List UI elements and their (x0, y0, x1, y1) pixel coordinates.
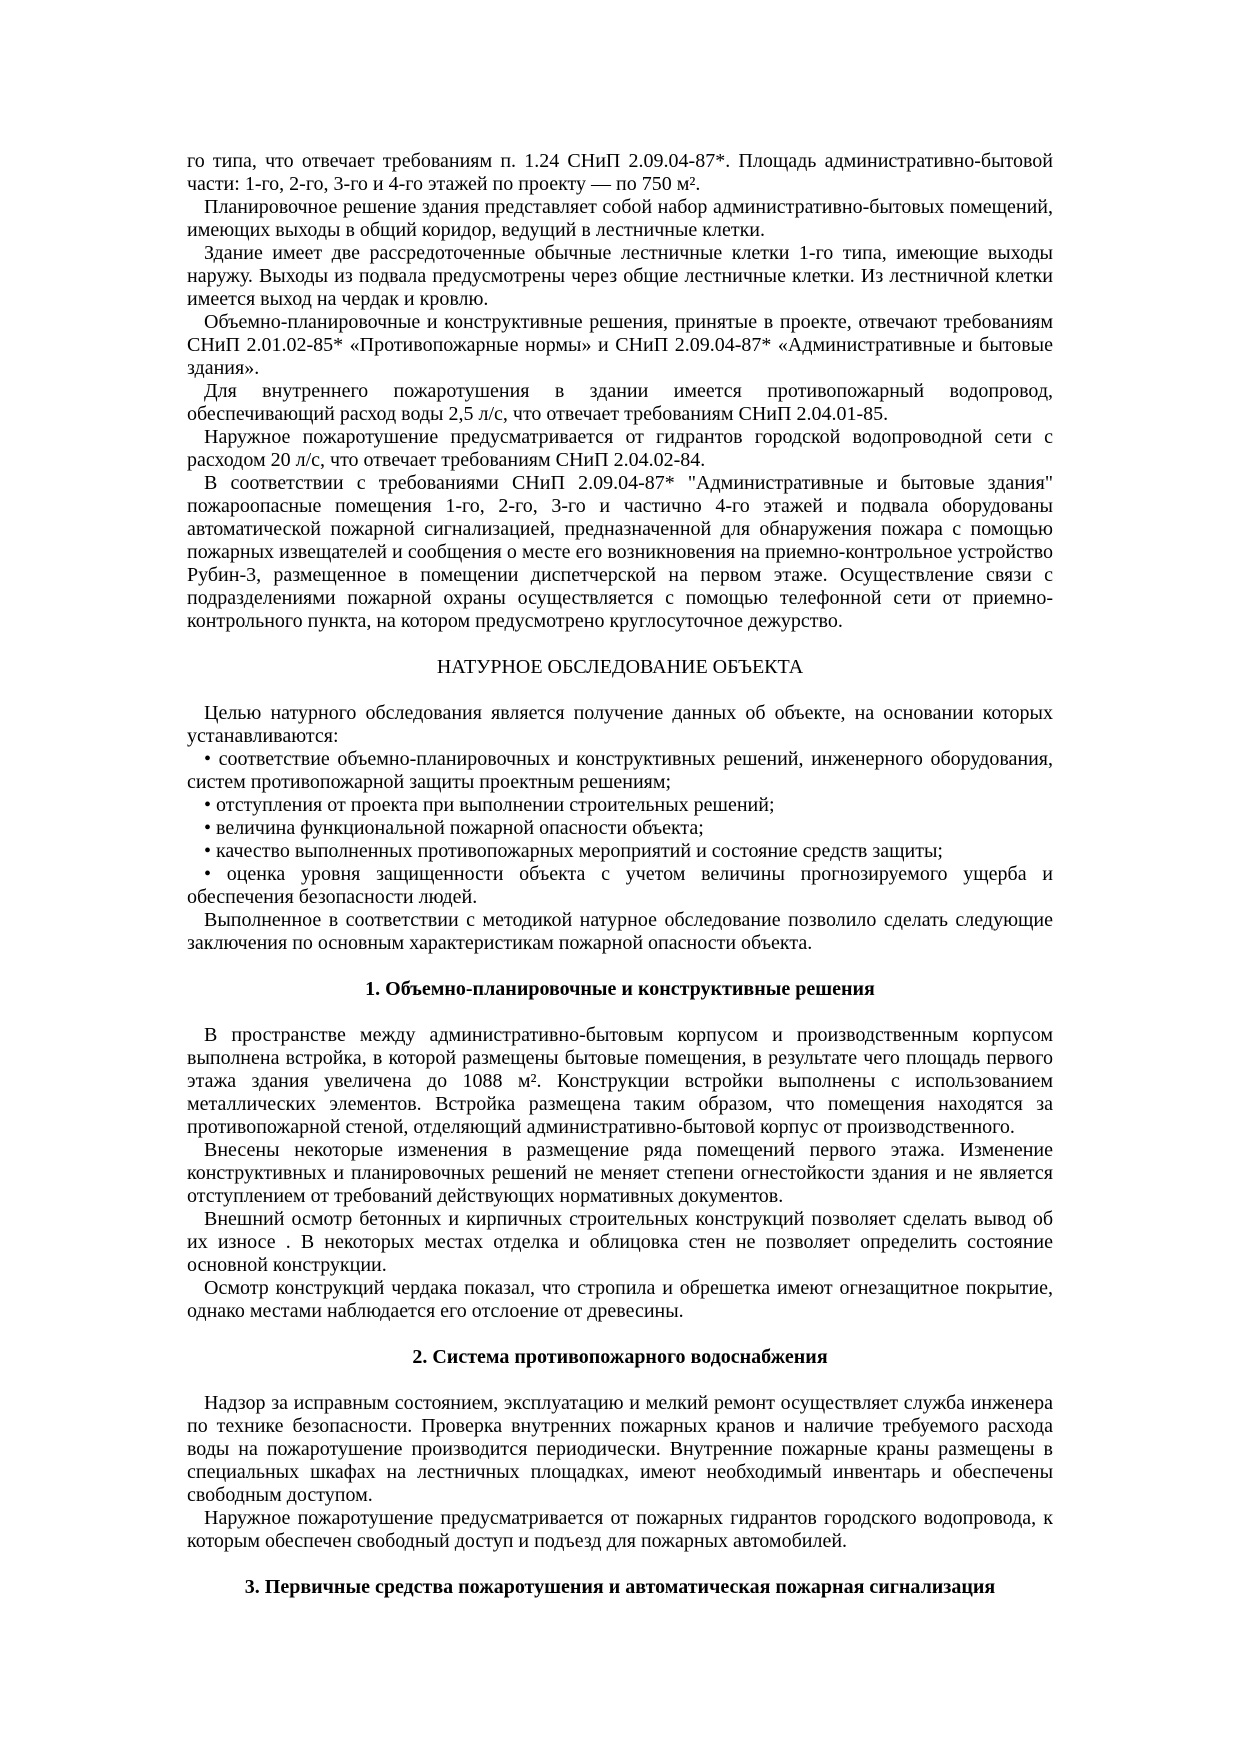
section-heading: 1. Объемно-планировочные и конструктивные решения (365, 978, 875, 1000)
paragraph: Надзор за исправным состоянием, эксплуатацию и мелкий ремонт осуществляет служба инженера по технике безопасности. Проверка внутренних пожарных кранов и наличие требуемого расхода воды на пожаротушение производится периодически. Внутренние пожарные краны размещены в специальных шкафах на лестничных площадках, имеют необходимый инвентарь и обеспечены свободным доступом. (187, 1392, 1053, 1506)
bullet-item: • величина функциональной пожарной опасности объекта; (204, 817, 704, 839)
paragraph: В соответствии с требованиями СНиП 2.09.04-87* "Административные и бытовые здания" пожароопасные помещения 1-го, 2-го, 3-го и частично 4-го этажей и подвала оборудованы автоматической пожарной сигнализацией, предназначенной для обнаружения пожара с помощью пожарных извещателей и сообщения о месте его возникновения на приемно-контрольное устройство Рубин-3, размещенное в помещении диспетчерской на первом этаже. Осуществление связи с подразделениями пожарной охраны осуществляется с помощью телефонной сети от приемно-контрольного пункта, на котором предусмотрено круглосуточное дежурство. (187, 472, 1053, 632)
bullet-item: • качество выполненных противопожарных мероприятий и состояние средств защиты; (204, 840, 943, 862)
paragraph: Внесены некоторые изменения в размещение ряда помещений первого этажа. Изменение конструктивных и планировочных решений не меняет степени огнестойкости здания и не является отступлением от требований действующих нормативных документов. (187, 1139, 1053, 1207)
paragraph: Выполненное в соответствии с методикой натурное обследование позволило сделать следующие заключения по основным характеристикам пожарной опасности объекта. (187, 909, 1053, 954)
section-heading: 2. Система противопожарного водоснабжения (412, 1346, 828, 1368)
paragraph: Внешний осмотр бетонных и кирпичных строительных конструкций позволяет сделать вывод об их износе . В некоторых местах отделка и облицовка стен не позволяет определить состояние основной конструкции. (187, 1208, 1053, 1276)
paragraph: Наружное пожаротушение предусматривается от гидрантов городской водопроводной сети с расходом 20 л/с, что отвечает требованиям СНиП 2.04.02-84. (187, 426, 1053, 471)
paragraph-continuation: го типа, что отвечает требованиям п. 1.24 СНиП 2.09.04-87*. Площадь административно-бытовой части: 1-го, 2-го, 3-го и 4-го этажей по проекту — по 750 м². (187, 150, 1053, 195)
paragraph: Объемно-планировочные и конструктивные решения, принятые в проекте, отвечают требованиям СНиП 2.01.02-85* «Противопожарные нормы» и СНиП 2.09.04-87* «Административные и бытовые здания». (187, 311, 1053, 379)
paragraph: Осмотр конструкций чердака показал, что стропила и обрешетка имеют огнезащитное покрытие, однако местами наблюдается его отслоение от древесины. (187, 1277, 1053, 1322)
section-title: НАТУРНОЕ ОБСЛЕДОВАНИЕ ОБЪЕКТА (436, 656, 804, 678)
document-content (187, 150, 1053, 1622)
paragraph: Здание имеет две рассредоточенные обычные лестничные клетки 1-го типа, имеющие выходы наружу. Выходы из подвала предусмотрены через общие лестничные клетки. Из лестничной клетки имеется выход на чердак и кровлю. (187, 242, 1053, 310)
paragraph: Для внутреннего пожаротушения в здании имеется противопожарный водопровод, обеспечивающий расход воды 2,5 л/с, что отвечает требованиям СНиП 2.04.01-85. (187, 380, 1053, 425)
bullet-item: • отступления от проекта при выполнении строительных решений; (204, 794, 775, 816)
paragraph: Наружное пожаротушение предусматривается от пожарных гидрантов городского водопровода, к которым обеспечен свободный доступ и подъезд для пожарных автомобилей. (187, 1507, 1053, 1552)
bullet-item: • соответствие объемно-планировочных и конструктивных решений, инженерного оборудования, систем противопожарной защиты проектным решениям; (187, 748, 1053, 793)
paragraph: Планировочное решение здания представляет собой набор административно-бытовых помещений, имеющих выходы в общий коридор, ведущий в лестничные клетки. (187, 196, 1053, 241)
paragraph: В пространстве между административно-бытовым корпусом и производственным корпусом выполнена встройка, в которой размещены бытовые помещения, в результате чего площадь первого этажа здания увеличена до 1088 м². Конструкции встройки выполнены с использованием металлических элементов. Встройка размещена таким образом, что помещения находятся за противопожарной стеной, отделяющий административно-бытовой корпус от производственного. (187, 1024, 1053, 1138)
paragraph: Целью натурного обследования является получение данных об объекте, на основании которых устанавливаются: (187, 702, 1053, 747)
section-heading: 3. Первичные средства пожаротушения и автоматическая пожарная сигнализация (244, 1576, 996, 1598)
bullet-item: • оценка уровня защищенности объекта с учетом величины прогнозируемого ущерба и обеспечения безопасности людей. (187, 863, 1053, 908)
